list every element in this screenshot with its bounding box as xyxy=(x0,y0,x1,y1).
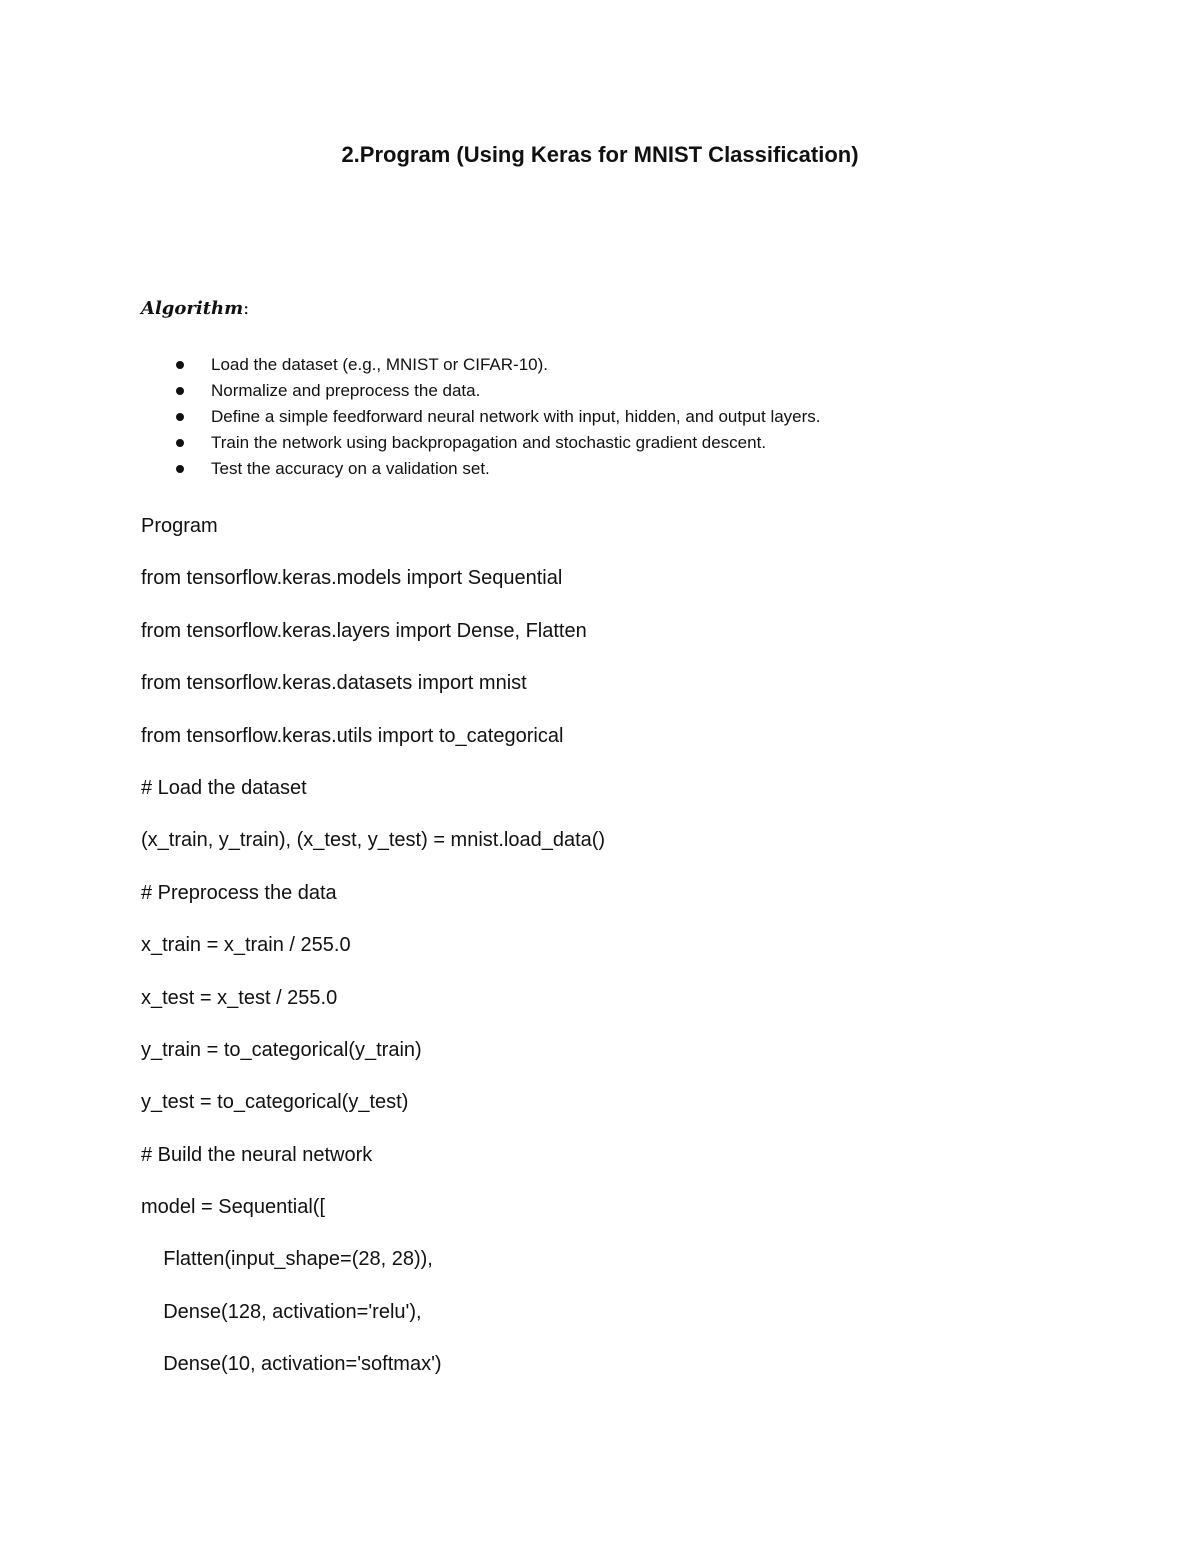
code-comment: # Preprocess the data xyxy=(141,881,337,904)
code-line: Dense(10, activation='softmax') xyxy=(141,1353,442,1376)
code-line: from tensorflow.keras.layers import Dense, Flatten xyxy=(141,619,587,642)
code-line: x_train = x_train / 255.0 xyxy=(141,934,351,957)
algorithm-colon: : xyxy=(243,298,250,319)
code-line: Dense(128, activation='relu'), xyxy=(141,1300,422,1323)
bullet-icon xyxy=(176,413,184,421)
list-item xyxy=(141,378,821,404)
code-line: model = Sequential([ xyxy=(141,1196,326,1219)
algorithm-label: Algorithm xyxy=(141,298,244,319)
code-line: (x_train, y_train), (x_test, y_test) = mnist.load_data() xyxy=(141,829,606,852)
program-heading: Program xyxy=(141,515,218,537)
page-title: 2.Program (Using Keras for MNIST Classification) xyxy=(341,142,859,167)
list-item xyxy=(141,430,821,456)
step-text: Define a simple feedforward neural network with input, hidden, and output layers. xyxy=(211,407,821,426)
step-text: Load the dataset (e.g., MNIST or CIFAR-10). xyxy=(211,355,549,374)
bullet-icon xyxy=(176,387,184,395)
code-line: y_train = to_categorical(y_train) xyxy=(141,1038,422,1061)
bullet-icon xyxy=(176,465,184,473)
code-comment: # Build the neural network xyxy=(141,1143,373,1166)
bullet-icon xyxy=(176,361,184,369)
list-item xyxy=(141,456,821,482)
algorithm-heading xyxy=(141,295,249,323)
code-comment: # Load the dataset xyxy=(141,776,307,799)
list-item xyxy=(141,404,821,430)
program-listing xyxy=(141,508,605,1399)
step-text: Test the accuracy on a validation set. xyxy=(211,459,490,478)
list-item xyxy=(141,352,821,378)
code-line: from tensorflow.keras.models import Sequential xyxy=(141,567,563,590)
code-line: y_test = to_categorical(y_test) xyxy=(141,1091,409,1114)
code-line: from tensorflow.keras.datasets import mnist xyxy=(141,672,527,695)
code-line: Flatten(input_shape=(28, 28)), xyxy=(141,1248,433,1271)
step-text: Normalize and preprocess the data. xyxy=(211,381,481,400)
code-line: x_test = x_test / 255.0 xyxy=(141,986,338,1009)
code-line: from tensorflow.keras.utils import to_categorical xyxy=(141,724,564,747)
step-text: Train the network using backpropagation and stochastic gradient descent. xyxy=(211,433,767,452)
algorithm-steps-list xyxy=(141,352,821,482)
bullet-icon xyxy=(176,439,184,447)
